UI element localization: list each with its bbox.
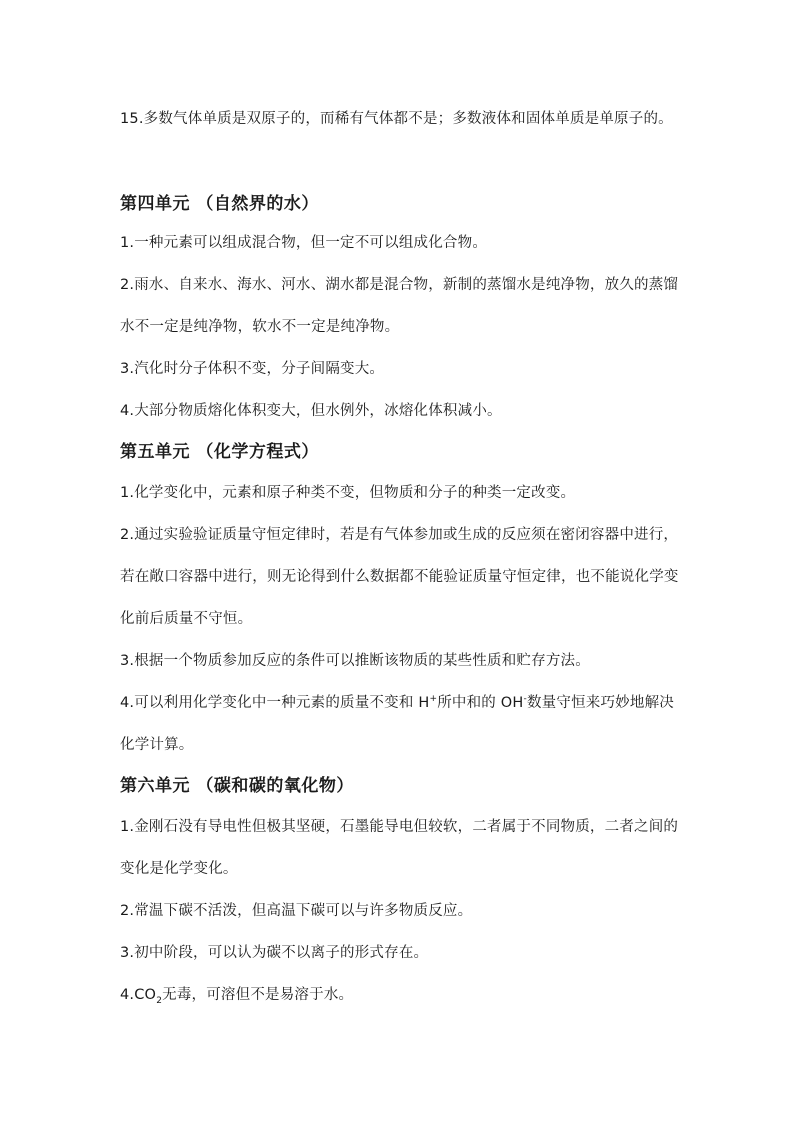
unit4-item-4: 4.大部分物质熔化体积变大，但水例外，冰熔化体积减小。 (120, 403, 502, 419)
unit6-item-4-part-a: 4.CO (120, 987, 157, 1003)
hydroxide-ion-charge: - (523, 694, 527, 705)
unit5-heading-block (120, 438, 680, 466)
unit6-item-4 (120, 974, 680, 1016)
unit5-item-4-part-b: 所中和的 OH (437, 695, 524, 711)
unit4-section (120, 222, 680, 432)
unit5-item-2: 2.通过实验验证质量守恒定律时，若是有气体参加或生成的反应须在密闭容器中进行，若在敞口容器中进行，则无论得到什么数据都不能验证质量守恒定律，也不能说化学变化前后质量不守恒。 (120, 527, 679, 627)
unit6-item-2: 2.常温下碳不活泼，但高温下碳可以与许多物质反应。 (120, 903, 473, 919)
unit6-item-3: 3.初中阶段，可以认为碳不以离子的形式存在。 (120, 945, 429, 961)
unit5-item-4-part-a: 4.可以利用化学变化中一种元素的质量不变和 H (120, 695, 430, 711)
unit5-item-1: 1.化学变化中，元素和原子种类不变，但物质和分子的种类一定改变。 (120, 485, 576, 501)
unit5-item-4 (120, 682, 680, 766)
unit5-heading: 第五单元 （化学方程式） (120, 442, 319, 462)
unit6-heading-block (120, 772, 680, 800)
unit5-item-3: 3.根据一个物质参加反应的条件可以推断该物质的某些性质和贮存方法。 (120, 653, 590, 669)
unit4-item-1: 1.一种元素可以组成混合物，但一定不可以组成化合物。 (120, 235, 488, 251)
intro-section (120, 98, 680, 140)
unit5-item-4-part-c: 数量守恒来巧妙地解决化学计算。 (120, 695, 674, 753)
paragraph-15: 15.多数气体单质是双原子的，而稀有气体都不是；多数液体和固体单质是单原子的。 (120, 111, 673, 127)
co2-subscript: 2 (156, 995, 163, 1006)
unit6-section (120, 806, 680, 1016)
unit4-heading-block (120, 190, 680, 218)
unit4-item-3: 3.汽化时分子体积不变，分子间隔变大。 (120, 361, 385, 377)
unit6-heading: 第六单元 （碳和碳的氧化物） (120, 776, 354, 796)
unit5-section (120, 472, 680, 766)
unit4-item-2: 2.雨水、自来水、海水、河水、湖水都是混合物，新制的蒸馏水是纯净物，放久的蒸馏水不一定是纯净物，软水不一定是纯净物。 (120, 277, 679, 335)
hydrogen-ion-charge: + (429, 694, 438, 705)
unit6-item-4-part-b: 无毒，可溶但不是易溶于水。 (162, 987, 354, 1003)
unit4-heading: 第四单元 （自然界的水） (120, 194, 319, 214)
unit6-item-1: 1.金刚石没有导电性但极其坚硬，石墨能导电但较软，二者属于不同物质，二者之间的变化是化学变化。 (120, 819, 679, 877)
